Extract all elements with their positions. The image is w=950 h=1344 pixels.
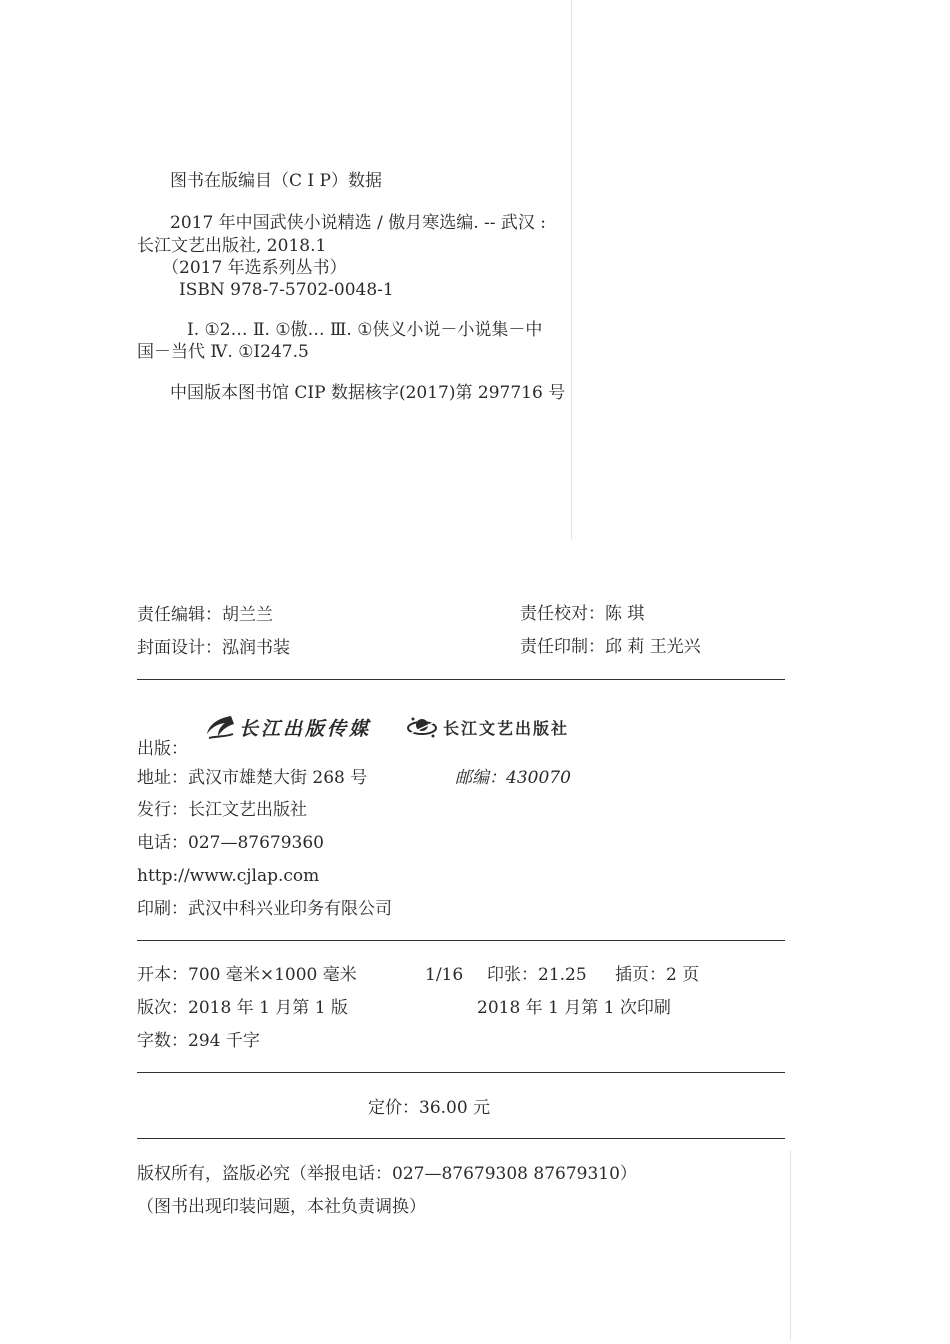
publisher-address: 地址：武汉市雄楚大街 268 号 <box>137 768 368 788</box>
publisher-phone: 电话：027—87679360 <box>137 833 324 853</box>
scan-artifact <box>790 1150 791 1340</box>
cip-record-number: 中国版本图书馆 CIP 数据核字(2017)第 297716 号 <box>170 383 566 403</box>
scan-artifact <box>571 0 572 540</box>
publisher-logo-1-text: 长江出版传媒 <box>239 717 372 740</box>
credit-proofreader: 责任校对：陈 琪 <box>520 604 645 624</box>
divider-rule <box>137 679 785 680</box>
publisher-postcode: 邮编：430070 <box>455 768 571 788</box>
divider-rule <box>137 940 785 941</box>
spec-format: 开本：700 毫米×1000 毫米 <box>137 965 357 985</box>
credit-printing-supervisor: 责任印制：邱 莉 王光兴 <box>520 637 701 657</box>
publisher-label: 出版： <box>137 739 188 759</box>
publisher-logo-2-text: 长江文艺出版社 <box>443 718 570 738</box>
spec-impression: 2018 年 1 月第 1 次印刷 <box>477 998 671 1018</box>
price: 定价：36.00 元 <box>368 1098 491 1118</box>
star-logo-icon <box>405 714 439 740</box>
rights-notice: 版权所有，盗版必究（举报电话：027—87679308 87679310） <box>137 1164 637 1184</box>
publisher-printer: 印刷：武汉中科兴业印务有限公司 <box>137 899 392 919</box>
spec-word-count: 字数：294 千字 <box>137 1031 260 1051</box>
cip-classification-1: Ⅰ. ①2… Ⅱ. ①傲… Ⅲ. ①侠义小说－小说集－中 <box>187 320 543 340</box>
spec-sheets: 印张：21.25 <box>487 965 587 985</box>
spec-plates: 插页：2 页 <box>615 965 700 985</box>
cip-isbn: ISBN 978-7-5702-0048-1 <box>179 280 394 300</box>
publisher-website: http://www.cjlap.com <box>137 866 320 886</box>
publisher-distribution: 发行：长江文艺出版社 <box>137 800 307 820</box>
credit-cover-design: 封面设计：泓润书装 <box>137 638 290 658</box>
credit-editor: 责任编辑：胡兰兰 <box>137 605 273 625</box>
wave-logo-icon <box>203 712 237 742</box>
publisher-logo-2 <box>405 714 569 740</box>
cip-series-line: （2017 年选系列丛书） <box>162 258 347 278</box>
cip-heading: 图书在版编目（C I P）数据 <box>170 171 382 191</box>
rights-exchange-notice: （图书出现印装问题，本社负责调换） <box>137 1197 426 1217</box>
cip-title-line: 2017 年中国武侠小说精选 / 傲月寒选编. -- 武汉 : <box>170 213 547 233</box>
divider-rule <box>137 1072 785 1073</box>
spec-fold: 1/16 <box>425 965 464 985</box>
divider-rule <box>137 1138 785 1139</box>
publisher-logo-1 <box>203 712 371 742</box>
cip-publisher-line: 长江文艺出版社, 2018.1 <box>137 236 327 256</box>
cip-classification-2: 国－当代 Ⅳ. ①I247.5 <box>137 342 309 362</box>
spec-edition: 版次：2018 年 1 月第 1 版 <box>137 998 348 1018</box>
